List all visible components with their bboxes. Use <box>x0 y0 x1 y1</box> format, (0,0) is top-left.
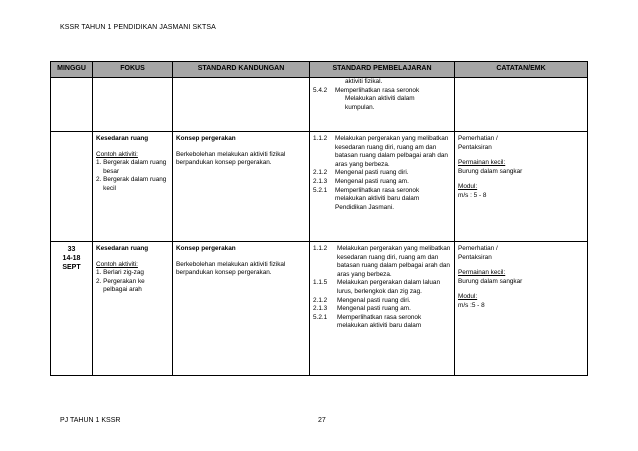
sk-text: Berkebolehan melakukan aktiviti fizikal berpandukan konsep pergerakan. <box>176 150 286 167</box>
fokus-example-label: Contoh aktiviti: <box>96 260 138 268</box>
fokus-item: 1. Bergerak dalam ruang besar <box>96 159 167 175</box>
sp-item: 2.1.2 Mengenal pasti ruang diri. <box>313 169 409 177</box>
footer-left: PJ TAHUN 1 KSSR <box>60 417 121 424</box>
notes-module-label: Modul: <box>458 293 478 301</box>
sk-text: Berkebolehan melakukan aktiviti fizikal berpandukan konsep pergerakan. <box>176 260 286 277</box>
standard-kandungan-cell <box>173 132 310 242</box>
sp-item: 1.1.2 Melakukan pergerakan yang melibatkan kesedaran ruang diri, ruang am dan batasan ruang dalam pelbagai arah dan aras yang berbeza. <box>313 135 449 168</box>
catatan-cell <box>455 78 588 132</box>
sp-item: 2.1.3 Mengenal pasti ruang am. <box>313 305 411 313</box>
notes-line: Pentaksiran <box>458 143 492 151</box>
running-header: KSSR TAHUN 1 PENDIDIKAN JASMANI SKTSA <box>60 24 216 31</box>
header-catatan: CATATAN/EMK <box>455 62 588 78</box>
week-dates: 14-18 <box>62 255 81 262</box>
sp-item: 5.2.1 Memperlihatkan rasa seronok melakukan aktiviti baru dalam Pendidikan Jasmani. <box>313 186 420 211</box>
standard-kandungan-cell <box>173 242 310 376</box>
page-number: 27 <box>318 417 326 424</box>
notes-line: Pemerhatian / <box>458 245 498 252</box>
sp-item: 1.1.5 Melakukan pergerakan dalam laluan lurus, berlengkok dan zig zag. <box>313 279 441 295</box>
notes-line: Pentaksiran <box>458 253 492 261</box>
fokus-title: Kesedaran ruang <box>96 135 149 142</box>
sp-item: Melakukan aktiviti dalam <box>345 95 415 103</box>
header-fokus: FOKUS <box>93 62 173 78</box>
standard-kandungan-cell <box>173 78 310 132</box>
header-minggu: MINGGU <box>51 62 93 78</box>
fokus-example-label: Contoh aktiviti: <box>96 150 138 158</box>
week-number: 33 <box>67 246 76 253</box>
sp-item: 1.1.2 Melakukan pergerakan yang melibatkan kesedaran ruang diri, ruang am dan batasan ruang dalam pelbagai arah dan aras yang berbeza. <box>313 245 451 278</box>
standard-pembelajaran-cell <box>310 78 455 132</box>
fokus-item: 1. Berlari zig-zag <box>96 269 144 277</box>
standard-pembelajaran-cell <box>310 132 455 242</box>
fokus-title: Kesedaran ruang <box>96 245 149 252</box>
week-cell <box>51 78 93 132</box>
table-row <box>51 132 588 242</box>
fokus-cell <box>93 132 173 242</box>
notes-module-label: Modul: <box>458 183 478 191</box>
sp-item: aktiviti fizikal. <box>345 78 383 85</box>
table-row <box>51 78 588 132</box>
sk-title: Konsep pergerakan <box>176 245 236 252</box>
sp-item: 5.2.1 Memperlihatkan rasa seronok melakukan aktiviti baru dalam <box>313 313 422 330</box>
sp-item: 2.1.2 Mengenal pasti ruang diri. <box>313 296 411 304</box>
notes-game-label: Permainan kecil: <box>458 269 506 277</box>
notes-line: Pemerhatian / <box>458 135 498 142</box>
header-standard-pembelajaran: STANDARD PEMBELAJARAN <box>310 62 455 78</box>
week-cell <box>51 242 93 376</box>
table-row <box>51 242 588 376</box>
header-standard-kandungan: STANDARD KANDUNGAN <box>173 62 310 78</box>
fokus-cell <box>93 242 173 376</box>
week-month: SEPT <box>62 264 81 271</box>
catatan-cell <box>455 242 588 376</box>
fokus-item: 2. Pergerakan ke pelbagai arah <box>96 277 145 294</box>
sp-item: kumpulan. <box>345 103 375 111</box>
notes-module-value: m/s :5 - 8 <box>458 301 485 309</box>
sk-title: Konsep pergerakan <box>176 135 236 142</box>
week-cell <box>51 132 93 242</box>
notes-game-value: Burung dalam sangkar <box>458 277 523 285</box>
standard-pembelajaran-cell <box>310 242 455 376</box>
notes-game-label: Permainan kecil: <box>458 159 506 167</box>
sp-item: 5.4.2 Memperlihatkan rasa seronok <box>313 86 420 94</box>
notes-game-value: Burung dalam sangkar <box>458 167 523 175</box>
notes-module-value: m/s : 5 - 8 <box>458 191 487 199</box>
catatan-cell <box>455 132 588 242</box>
sp-item: 2.1.3 Mengenal pasti ruang am. <box>313 177 409 185</box>
table-header-row <box>51 62 588 78</box>
fokus-cell <box>93 78 173 132</box>
lesson-plan-table <box>50 61 588 376</box>
fokus-item: 2. Bergerak dalam ruang kecil <box>96 176 167 192</box>
